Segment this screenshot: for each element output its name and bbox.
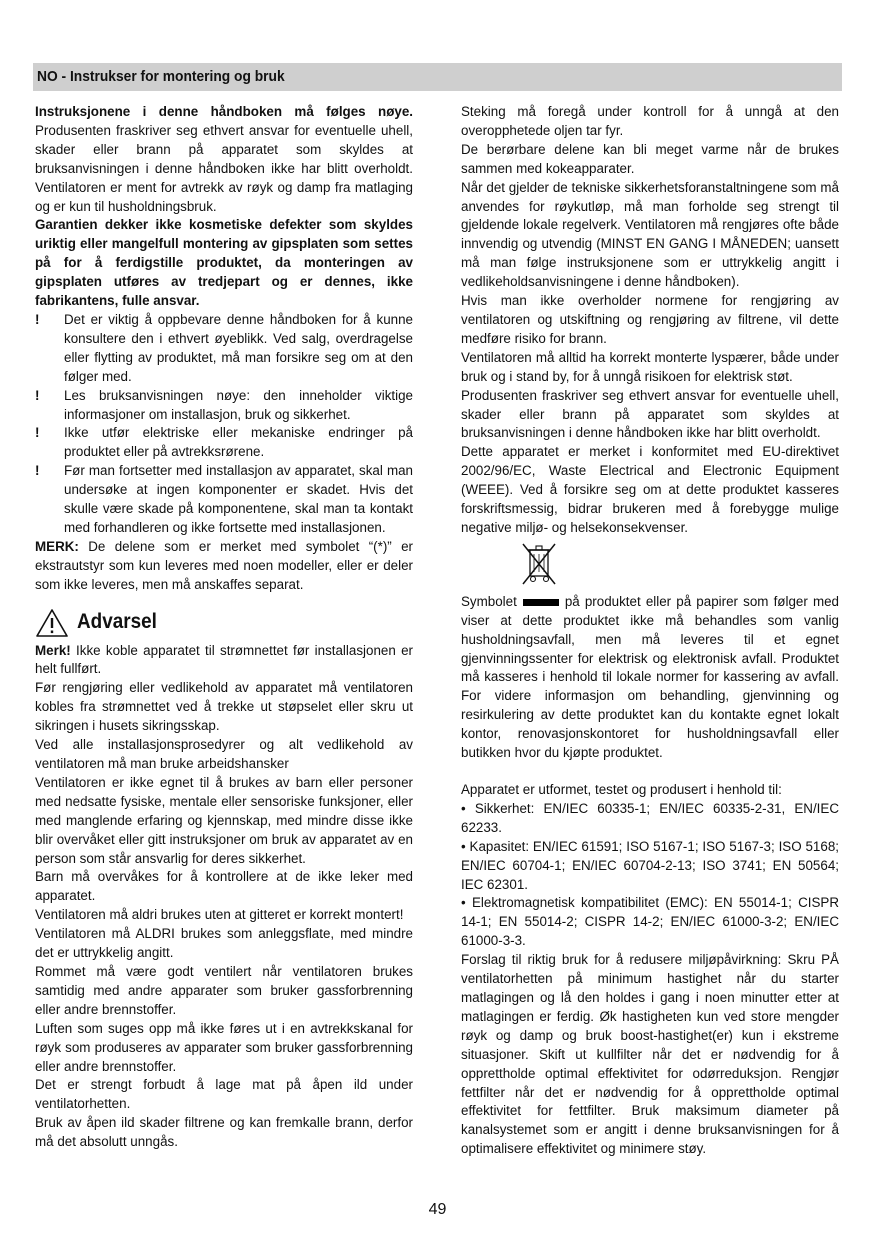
exclamation-icon: ! — [35, 387, 40, 403]
safety-paragraph: Produsenten fraskriver seg ethvert ansvar for eventuelle uhell, skader eller brann på apparatet som skyldes at bruksanvisningen i denne håndboken ikke har blitt overholdt. — [461, 387, 839, 441]
safety-paragraph: Når det gjelder de tekniske sikkerhetsforanstaltningene som må anvendes for røykutløp, må man forholde seg strengt til gjeldende lokale regelverk. Ventilatoren må rengjøres ofte både innvendig og utvendig (MINST EN GANG I MÅNEDEN; uansett må man følge instruksjonene som er uttrykkelig angitt i vedlikeholdsanvisningene i denne håndboken). — [461, 179, 839, 290]
compliance-paragraph: • Sikkerhet: EN/IEC 60335-1; EN/IEC 60335-2-31, EN/IEC 62233. — [461, 800, 839, 835]
warning-paragraph: Ved alle installasjonsprosedyrer og alt vedlikehold av ventilatoren må man bruke arbeidshansker — [35, 737, 413, 771]
merk-label: Merk! — [35, 642, 71, 658]
note-paragraph — [35, 538, 413, 595]
section-header-bar — [33, 63, 842, 91]
page-number: 49 — [428, 1201, 447, 1218]
list-item-text: Ikke utfør elektriske eller mekaniske endringer på produktet eller på avtrekksrørene. — [64, 425, 413, 460]
safety-paragraph: De berørbare delene kan bli meget varme når de brukes sammen med kokeapparater. — [461, 141, 839, 176]
spacer — [461, 763, 839, 781]
warning-paragraph: Ventilatoren er ikke egnet til å brukes av barn eller personer med nedsatte fysiske, mentale eller sensoriske funksjoner, eller med manglende erfaring og kjennskap, med mindre disse ikke blir overvåket eller gitt instruksjoner om bruk av apparatet av en person som står ansvarlig for deres sikkerhet. — [35, 774, 413, 866]
warning-title: Advarsel — [77, 610, 157, 634]
left-column — [35, 103, 413, 1152]
compliance-paragraph: • Elektromagnetisk kompatibilitet (EMC): EN 55014-1; CISPR 14-1; EN 55014-2; CISPR 14-2; EN/IEC 61000-3-2; EN/IEC 61000-3-3. — [461, 895, 839, 949]
section-title: NO - Instrukser for montering og bruk — [37, 68, 285, 85]
black-bar-icon — [523, 599, 559, 606]
right-column — [461, 103, 839, 1159]
intro-bold: Instruksjonene i denne håndboken må følges nøye. — [35, 104, 413, 119]
warning-paragraph: Rommet må være godt ventilert når ventilatoren brukes samtidig med andre apparater som bruker gassforbrenning eller andre brennstoffer. — [35, 963, 413, 1017]
warning-paragraph: Ventilatoren må aldri brukes uten at gitteret er korrekt montert! — [35, 907, 404, 923]
safety-paragraph: Hvis man ikke overholder normene for rengjøring av ventilatoren og utskiftning og rengjøring av filtrene, vil dette medføre risiko for brann. — [461, 293, 839, 346]
list-item-text: Les bruksanvisningen nøye: den inneholder viktige informasjoner om installasjon, bruk og sikkerhet. — [64, 387, 413, 422]
list-item — [35, 424, 413, 462]
merk-text: Ikke koble apparatet til strømnettet før installasjonen er helt fullført. — [35, 642, 413, 677]
guarantee-paragraph: Garantien dekker ikke kosmetiske defekter som skyldes uriktig eller mangelfull montering av gipsplaten som settes på for å ferdigstille produktet, da monteringen av gipsplaten utføres av tredjepart og er dennes, ikke fabrikantens, fulle ansvar. — [35, 217, 413, 309]
symbol-pre-text: Symbolet — [461, 593, 517, 609]
exclamation-icon: ! — [35, 425, 40, 441]
merk-paragraph — [35, 642, 413, 680]
compliance-paragraph: Apparatet er utformet, testet og produsert i henhold til: — [461, 782, 782, 797]
warning-paragraph: Før rengjøring eller vedlikehold av apparatet må ventilatoren kobles fra strømnettet ved å trekke ut støpselet eller skru ut sikringen i husets sikringsskap. — [35, 680, 413, 734]
note-text: De delene som er merket med symbolet “(*)” er ekstrautstyr som kun leveres med noen modeller, eller er deler som ikke leveres, men må anskaffes separat. — [35, 538, 413, 592]
safety-paragraph: Ventilatoren må alltid ha korrekt monterte lyspærer, både under bruk og i stand by, for å unngå risikoen for elektrisk støt. — [461, 349, 839, 384]
weee-symbol-box — [461, 540, 839, 590]
list-item — [35, 462, 413, 538]
safety-paragraph: Steking må foregå under kontroll for å unngå at den overopphetede oljen tar fyr. — [461, 104, 839, 138]
list-item — [35, 387, 413, 425]
eco-usage-paragraph: Forslag til riktig bruk for å redusere miljøpåvirkning: Skru PÅ ventilatorhetten på minimum hastighet når du starter matlagingen og lå den holdes i gang i noen minutter etter at matlagingen er ferdig. Øk hastigheten kun ved store mengder røyk og damp og bruk boost-hastighet(er) kun i ekstreme situasjoner. Skift ut kullfilter når det er nødvendig for å opprettholde optimal effektivitet for odørreduksjon. Rengjør fettfilter når det er nødvendig for å opprettholde optimal effektivitet for fettfilter. Bruk maksimum diameter på kanalsystemet som er angitt i denne bruksanvisningen for å optimalisere effektivitet og minimere støy. — [461, 952, 839, 1157]
weee-paragraph: Dette apparatet er merket i konformitet med EU-direktivet 2002/96/EC, Waste Electrical and Electronic Equipment (WEEE). Ved å forsikre seg om at dette produktet kasseres forskriftsmessig, bidrar brukeren med å forebygge mulige negative miljø- og helsekonsekvenser. — [461, 444, 839, 535]
crossed-bin-icon — [519, 540, 559, 588]
warning-heading — [35, 607, 413, 639]
warning-paragraph: Ventilatoren må ALDRI brukes som anleggsflate, med mindre det er uttrykkelig angitt. — [35, 926, 413, 961]
warning-paragraph: Luften som suges opp må ikke føres ut i en avtrekkskanal for røyk som produseres av apparater som bruker gassforbrenning eller andre brennstoffer. — [35, 1020, 413, 1074]
exclamation-icon: ! — [35, 463, 40, 479]
warning-triangle-icon — [35, 608, 69, 638]
intro-text: Produsenten fraskriver seg ethvert ansvar for eventuelle uhell, skader eller brann på apparatet som skyldes at bruksanvisningen i denne håndboken ikke har blitt overholdt. Ventilatoren er ment for avtrekk av røyk og damp fra matlaging og er kun til husholdningsbruk. — [35, 122, 413, 214]
list-item-text: Det er viktig å oppbevare denne håndboken for å kunne konsultere den i ethvert øyeblikk. Ved salg, overdragelse eller flytting av produktet, må man forsikre seg om at den følger med. — [64, 311, 413, 384]
symbol-post-text: på produktet eller på papirer som følger med viser at dette produktet ikke må behandles som vanlig husholdningsavfall, men må leveres til et egnet gjenvinningssenter for elektrisk og elektronisk avfall. Produktet må kasseres i henhold til lokale normer for kassering av avfall. For videre informasjon om behandling, gjenvinning og resirkulering av dette produktet kan du kontakte egnet lokalt kontor, renovasjonskontoret for husholdningsavfall eller butikken hvor du kjøpte produktet. — [461, 593, 839, 761]
list-item — [35, 311, 413, 387]
warning-paragraph: Barn må overvåkes for å kontrollere at de ikke leker med apparatet. — [35, 869, 413, 904]
list-item-text: Før man fortsetter med installasjon av apparatet, skal man undersøke at ingen komponenter er skadet. Hvis det skulle være skade på komponentene, skal man ta kontakt med forhandleren og ikke fortsette med installasjonen. — [64, 463, 413, 535]
intro-paragraph — [35, 103, 413, 216]
exclamation-icon: ! — [35, 311, 40, 327]
symbol-paragraph — [461, 593, 839, 763]
warning-paragraph: Bruk av åpen ild skader filtrene og kan fremkalle brann, derfor må det absolutt unngås. — [35, 1115, 413, 1150]
compliance-paragraph: • Kapasitet: EN/IEC 61591; ISO 5167-1; ISO 5167-3; ISO 5168; EN/IEC 60704-1; EN/IEC 60704-2-13; ISO 3741; EN 50564; IEC 62301. — [461, 838, 839, 892]
note-label: MERK: — [35, 538, 79, 554]
warning-paragraph: Det er strengt forbudt å lage mat på åpen ild under ventilatorhetten. — [35, 1077, 413, 1112]
